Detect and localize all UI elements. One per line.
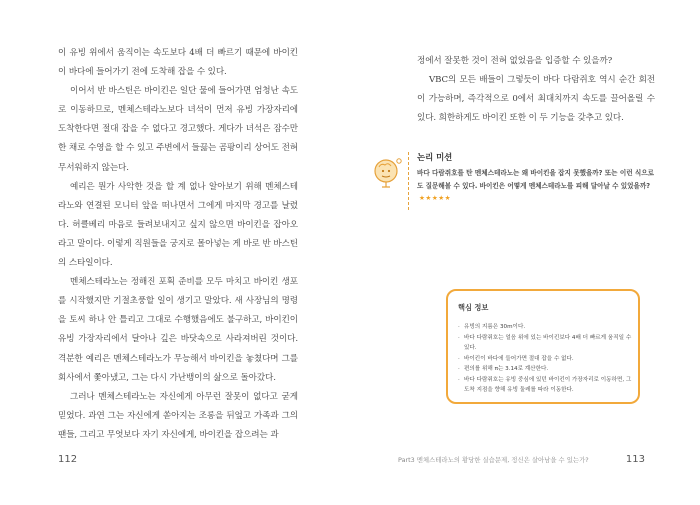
right-page-body (417, 52, 655, 128)
list-item: · 바다 다람쥐호는 얼음 위에 있는 바이킨보다 4배 더 빠르게 움직일 수 있다. (458, 334, 632, 351)
paragraph: 이 유빙 위에서 움직이는 속도보다 4배 더 빠르기 때문에 바이킨이 바다에 들어가기 전에 도착해 잡을 수 있다. (58, 48, 298, 78)
page-number-right: 113 (625, 454, 645, 465)
mission-question (417, 167, 655, 205)
paragraph: 그러나 멘체스테라노는 자신에게 아무런 잘못이 없다고 굳게 믿었다. 과연 그는 자신에게 쏟아지는 조롱을 뒤엎고 가족과 그의 팬들, 그리고 무엇보다 자기 자신에게, 바이킨을 잡으려는 과 (58, 391, 298, 440)
key-info-list (458, 322, 634, 396)
list-item: · 편의를 위해 π는 3.14로 계산한다. (458, 366, 549, 372)
list-item: · 바다 다람쥐호는 유빙 중심에 있던 바이킨이 가장자리로 이동하면, 그 도착 지점을 향해 유빙 둘레를 따라 이동한다. (458, 376, 632, 393)
paragraph: 예리은 뭔가 사악한 것을 할 계 없나 알아보기 위해 멘체스테라노와 연결된 모니터 앞을 떠나면서 그에게 마지막 경고를 날렸다. 허클베리 마음로 들려보내지고 싶지 않으면 바이킨을 잡아오라고 말이다. 이렇게 직원들을 궁지로 몰아넣는 게 바로 반 바스틴의 스타일이다. (58, 181, 298, 269)
mission-title: 논리 미션 (417, 152, 453, 162)
paragraph: VBC의 모든 배들이 그렇듯이 바다 다람쥐호 역시 순간 회전이 가능하며, 즉각적으로 0에서 최대치까지 속도를 끌어올릴 수 있다. 희한하게도 바이킨 또한 이 두 기능을 갖추고 있다. (417, 75, 655, 124)
list-item: · 바이킨이 바다에 들어가면 절대 잡을 수 없다. (458, 355, 574, 362)
paragraph: 멘체스테라노는 정해진 포획 준비를 모두 마치고 바이킨 생포를 시작했지만 기절초풍할 일이 생기고 말았다. 새 사장님의 명령을 토씨 하나 안 틀리고 그대로 수행했음에도 불구하고, 바이킨이 유빙 가장자리에서 달아나 깊은 바닷속으로 사라져버린 것이다. 격분한 예리은 멘체스테라노가 무능해서 바이킨을 놓쳤다며 그를 회사에서 쫓아냈고, 그는 다시 가난뱅이의 삶으로 돌아갔다. (58, 277, 298, 383)
left-page-body (58, 44, 298, 445)
key-info-title: 핵심 정보 (458, 303, 489, 312)
list-item: · 유빙의 지름은 30m이다. (458, 324, 526, 330)
dashed-divider (408, 152, 409, 210)
key-info-box (446, 289, 640, 404)
logic-mission-box (368, 150, 658, 210)
paragraph: 이어서 반 바스틴은 바이킨은 일단 물에 들어가면 엄청난 속도로 이동하므로, 멘체스테라노보다 녀석이 먼저 유빙 가장자리에 도착한다면 절대 잡을 수 없다고 경고했다. 게다가 녀석은 잠수만 한 채로 수영을 할 수 있고 주변에서 들끓는 곰팡이리 상어도 전혀 무서워하지 않는다. (58, 86, 298, 173)
paragraph: 정에서 잘못한 것이 전혀 없었음을 입증할 수 있을까? (417, 56, 613, 66)
thinking-head-icon (370, 154, 406, 190)
running-head: Part3 멘체스테라노의 황당한 실습문제, 정신은 살아남을 수 있는가? (398, 456, 589, 464)
page-number-left: 112 (58, 454, 78, 465)
difficulty-stars: ★★★★★ (419, 194, 452, 203)
mission-question-text: 바다 다람쥐호를 탄 멘체스테라노는 왜 바이킨을 잡지 못했을까? 또는 이런 식으로도 질문해볼 수 있다. 바이킨은 어떻게 멘체스테라노를 피해 달아날 수 있었을까? (417, 169, 654, 190)
